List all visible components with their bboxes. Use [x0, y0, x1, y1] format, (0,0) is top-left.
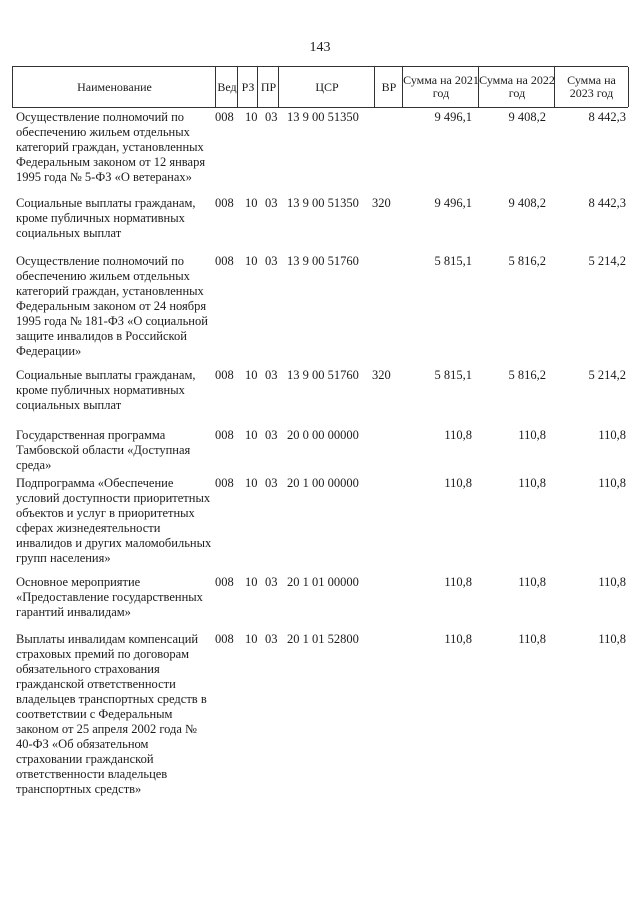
table-header [12, 66, 628, 108]
row-csr: 20 1 00 00000 [287, 476, 359, 490]
row-pr: 03 [265, 428, 278, 442]
header-sum-2021: Сумма на 2021 год [402, 67, 479, 107]
row-sum-2021: 110,8 [444, 476, 472, 490]
row-name: Государственная программа Тамбовской области «Доступная среда» [16, 428, 191, 472]
row-csr: 20 1 01 52800 [287, 632, 359, 646]
row-ved: 008 [215, 254, 234, 268]
row-ved: 008 [215, 575, 234, 589]
row-rz: 10 [245, 476, 258, 490]
header-sum-2022: Сумма на 2022 год [478, 67, 555, 107]
row-pr: 03 [265, 196, 278, 210]
row-sum-2021: 9 496,1 [434, 110, 472, 124]
row-sum-2021: 110,8 [444, 428, 472, 442]
row-csr: 13 9 00 51350 [287, 196, 359, 210]
row-sum-2021: 110,8 [444, 632, 472, 646]
row-sum-2023: 110,8 [598, 632, 626, 646]
row-csr: 13 9 00 51760 [287, 254, 359, 268]
row-sum-2023: 5 214,2 [588, 254, 626, 268]
row-sum-2022: 110,8 [518, 428, 546, 442]
row-sum-2023: 8 442,3 [588, 196, 626, 210]
row-sum-2021: 5 815,1 [434, 254, 472, 268]
header-name: Наименование [12, 67, 216, 107]
row-sum-2021: 5 815,1 [434, 368, 472, 382]
row-sum-2022: 110,8 [518, 575, 546, 589]
header-ved: Вед [215, 67, 238, 107]
row-ved: 008 [215, 428, 234, 442]
row-sum-2022: 9 408,2 [508, 110, 546, 124]
row-name: Основное мероприятие «Предоставление государственных гарантий инвалидам» [16, 575, 203, 619]
row-sum-2022: 110,8 [518, 632, 546, 646]
row-rz: 10 [245, 368, 258, 382]
row-sum-2022: 5 816,2 [508, 368, 546, 382]
row-csr: 20 1 01 00000 [287, 575, 359, 589]
row-sum-2023: 5 214,2 [588, 368, 626, 382]
row-pr: 03 [265, 110, 278, 124]
row-name: Выплаты инвалидам компенсаций страховых премий по договорам обязательного страхования гражданской ответственности владельцев транспортных средств в соответствии с Федеральным законом от 25 апреля 2002 года № 40-ФЗ «Об обязательном страховании гражданской ответственности владельцев транспортных средств» [16, 632, 207, 796]
row-rz: 10 [245, 575, 258, 589]
row-csr: 13 9 00 51760 [287, 368, 359, 382]
header-csr: ЦСР [278, 67, 375, 107]
row-pr: 03 [265, 254, 278, 268]
row-rz: 10 [245, 110, 258, 124]
row-rz: 10 [245, 254, 258, 268]
header-sum-2023: Сумма на 2023 год [554, 67, 629, 107]
row-name: Подпрограмма «Обеспечение условий доступности приоритетных объектов и услуг в приоритетных сферах жизнедеятельности инвалидов и других маломобильных групп населения» [16, 476, 212, 565]
header-vr: ВР [374, 67, 403, 107]
row-pr: 03 [265, 368, 278, 382]
row-pr: 03 [265, 476, 278, 490]
row-ved: 008 [215, 196, 234, 210]
header-pr: ПР [257, 67, 279, 107]
row-rz: 10 [245, 428, 258, 442]
row-sum-2022: 110,8 [518, 476, 546, 490]
row-pr: 03 [265, 575, 278, 589]
row-ved: 008 [215, 632, 234, 646]
row-ved: 008 [215, 368, 234, 382]
row-ved: 008 [215, 476, 234, 490]
row-pr: 03 [265, 632, 278, 646]
row-sum-2023: 110,8 [598, 476, 626, 490]
row-sum-2021: 9 496,1 [434, 196, 472, 210]
row-name: Осуществление полномочий по обеспечению жильем отдельных категорий граждан, установленных Федеральным законом от 12 января 1995 года № 5-ФЗ «О ветеранах» [16, 110, 206, 184]
row-ved: 008 [215, 110, 234, 124]
row-sum-2021: 110,8 [444, 575, 472, 589]
row-rz: 10 [245, 196, 258, 210]
row-vr: 320 [372, 196, 391, 210]
row-sum-2022: 9 408,2 [508, 196, 546, 210]
row-sum-2023: 8 442,3 [588, 110, 626, 124]
row-csr: 13 9 00 51350 [287, 110, 359, 124]
row-sum-2023: 110,8 [598, 575, 626, 589]
row-name: Социальные выплаты гражданам, кроме публичных нормативных социальных выплат [16, 368, 196, 412]
row-csr: 20 0 00 00000 [287, 428, 359, 442]
row-sum-2023: 110,8 [598, 428, 626, 442]
page-number: 143 [309, 40, 331, 55]
header-rz: РЗ [237, 67, 258, 107]
row-sum-2022: 5 816,2 [508, 254, 546, 268]
row-name: Осуществление полномочий по обеспечению жильем отдельных категорий граждан, установленных Федеральным законом от 24 ноября 1995 года № 181-ФЗ «О социальной защите инвалидов в Российской Федерации» [16, 254, 208, 358]
row-name: Социальные выплаты гражданам, кроме публичных нормативных социальных выплат [16, 196, 196, 240]
row-rz: 10 [245, 632, 258, 646]
row-vr: 320 [372, 368, 391, 382]
